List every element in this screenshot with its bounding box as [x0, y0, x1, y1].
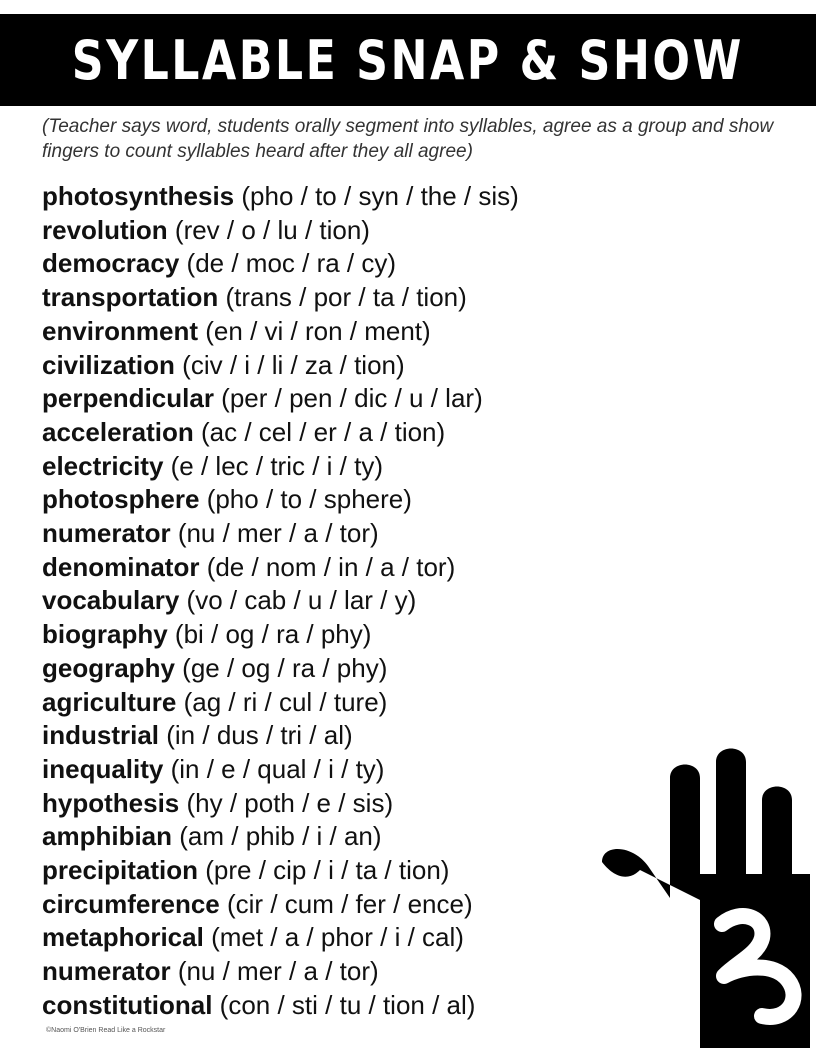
syllable-breakdown: (pre / cip / i / ta / tion)	[205, 855, 450, 886]
syllable-breakdown: (vo / cab / u / lar / y)	[186, 585, 417, 616]
vocabulary-word: precipitation	[42, 855, 199, 886]
syllable-breakdown: (ag / ri / cul / ture)	[183, 686, 388, 717]
syllable-breakdown: (de / moc / ra / cy)	[186, 248, 397, 279]
word-row	[42, 820, 642, 854]
syllable-breakdown: (ac / cel / er / a / tion)	[200, 416, 446, 447]
vocabulary-word: civilization	[42, 349, 175, 380]
copyright-text: ©Naomi O'Brien Read Like a Rockstar	[46, 1027, 166, 1034]
vocabulary-word: constitutional	[42, 989, 213, 1020]
syllable-breakdown: (civ / i / li / za / tion)	[182, 349, 405, 380]
word-row	[42, 686, 642, 720]
vocabulary-word: metaphorical	[42, 922, 204, 953]
vocabulary-word: perpendicular	[42, 383, 214, 414]
vocabulary-word: transportation	[42, 282, 219, 313]
syllable-breakdown: (pho / to / syn / the / sis)	[241, 181, 519, 211]
syllable-breakdown: (de / nom / in / a / tor)	[206, 551, 456, 582]
word-row	[42, 349, 642, 383]
vocabulary-word: industrial	[42, 720, 160, 751]
word-row	[42, 719, 642, 753]
word-row	[42, 214, 642, 248]
word-row	[42, 281, 642, 315]
vocabulary-word: amphibian	[42, 821, 173, 852]
word-row	[42, 584, 642, 618]
vocabulary-word: acceleration	[42, 416, 194, 447]
syllable-breakdown: (pho / to / sphere)	[206, 484, 412, 515]
word-row	[42, 450, 642, 484]
four-fingers-hand-icon	[596, 748, 810, 1048]
vocabulary-word: environment	[42, 315, 199, 346]
syllable-breakdown: (per / pen / dic / u / lar)	[221, 383, 483, 414]
page-title: SYLLABLE SNAP & SHOW	[71, 28, 745, 92]
syllable-breakdown: (nu / mer / a / tor)	[177, 518, 379, 549]
syllable-breakdown: (rev / o / lu / tion)	[174, 214, 370, 245]
word-row	[42, 382, 642, 416]
word-row	[42, 315, 642, 349]
syllable-breakdown: (in / e / qual / i / ty)	[170, 753, 385, 784]
vocabulary-word: inequality	[42, 753, 164, 784]
word-row	[42, 247, 642, 281]
syllable-breakdown: (nu / mer / a / tor)	[177, 956, 379, 987]
word-row	[42, 618, 642, 652]
syllable-breakdown: (trans / por / ta / tion)	[225, 282, 467, 313]
word-row	[42, 921, 642, 955]
title-banner	[0, 14, 816, 106]
syllable-breakdown: (e / lec / tric / i / ty)	[170, 450, 383, 481]
word-row	[42, 652, 642, 686]
word-row	[42, 180, 642, 214]
syllable-breakdown: (ge / og / ra / phy)	[182, 652, 388, 683]
vocabulary-word: numerator	[42, 518, 171, 549]
word-row	[42, 989, 642, 1023]
syllable-breakdown: (cir / cum / fer / ence)	[227, 888, 473, 919]
word-row	[42, 955, 642, 989]
vocabulary-word: biography	[42, 619, 168, 650]
vocabulary-word: circumference	[42, 888, 220, 919]
syllable-breakdown: (am / phib / i / an)	[179, 821, 382, 852]
vocabulary-word: electricity	[42, 450, 164, 481]
syllable-breakdown: (con / sti / tu / tion / al)	[219, 989, 476, 1020]
word-row	[42, 888, 642, 922]
syllable-breakdown: (en / vi / ron / ment)	[205, 315, 431, 346]
word-row	[42, 483, 642, 517]
word-row	[42, 787, 642, 821]
word-row	[42, 551, 642, 585]
vocabulary-word: revolution	[42, 214, 168, 245]
vocabulary-word: democracy	[42, 248, 180, 279]
word-list	[42, 180, 642, 1023]
vocabulary-word: geography	[42, 652, 175, 683]
syllable-breakdown: (bi / og / ra / phy)	[174, 619, 372, 650]
syllable-breakdown: (hy / poth / e / sis)	[186, 787, 394, 818]
word-row	[42, 517, 642, 551]
word-row	[42, 854, 642, 888]
vocabulary-word: vocabulary	[42, 585, 180, 616]
vocabulary-word: photosphere	[42, 484, 200, 515]
syllable-breakdown: (in / dus / tri / al)	[166, 720, 353, 751]
vocabulary-word: hypothesis	[42, 787, 180, 818]
syllable-breakdown: (met / a / phor / i / cal)	[211, 922, 464, 953]
vocabulary-word: denominator	[42, 551, 200, 582]
word-row	[42, 416, 642, 450]
vocabulary-word: numerator	[42, 956, 171, 987]
word-row	[42, 753, 642, 787]
vocabulary-word: agriculture	[42, 686, 177, 717]
instructions-text: (Teacher says word, students orally segment into syllables, agree as a group and show fingers to count syllables heard after they all agree)	[42, 116, 774, 162]
vocabulary-word: photosynthesis	[42, 181, 235, 211]
